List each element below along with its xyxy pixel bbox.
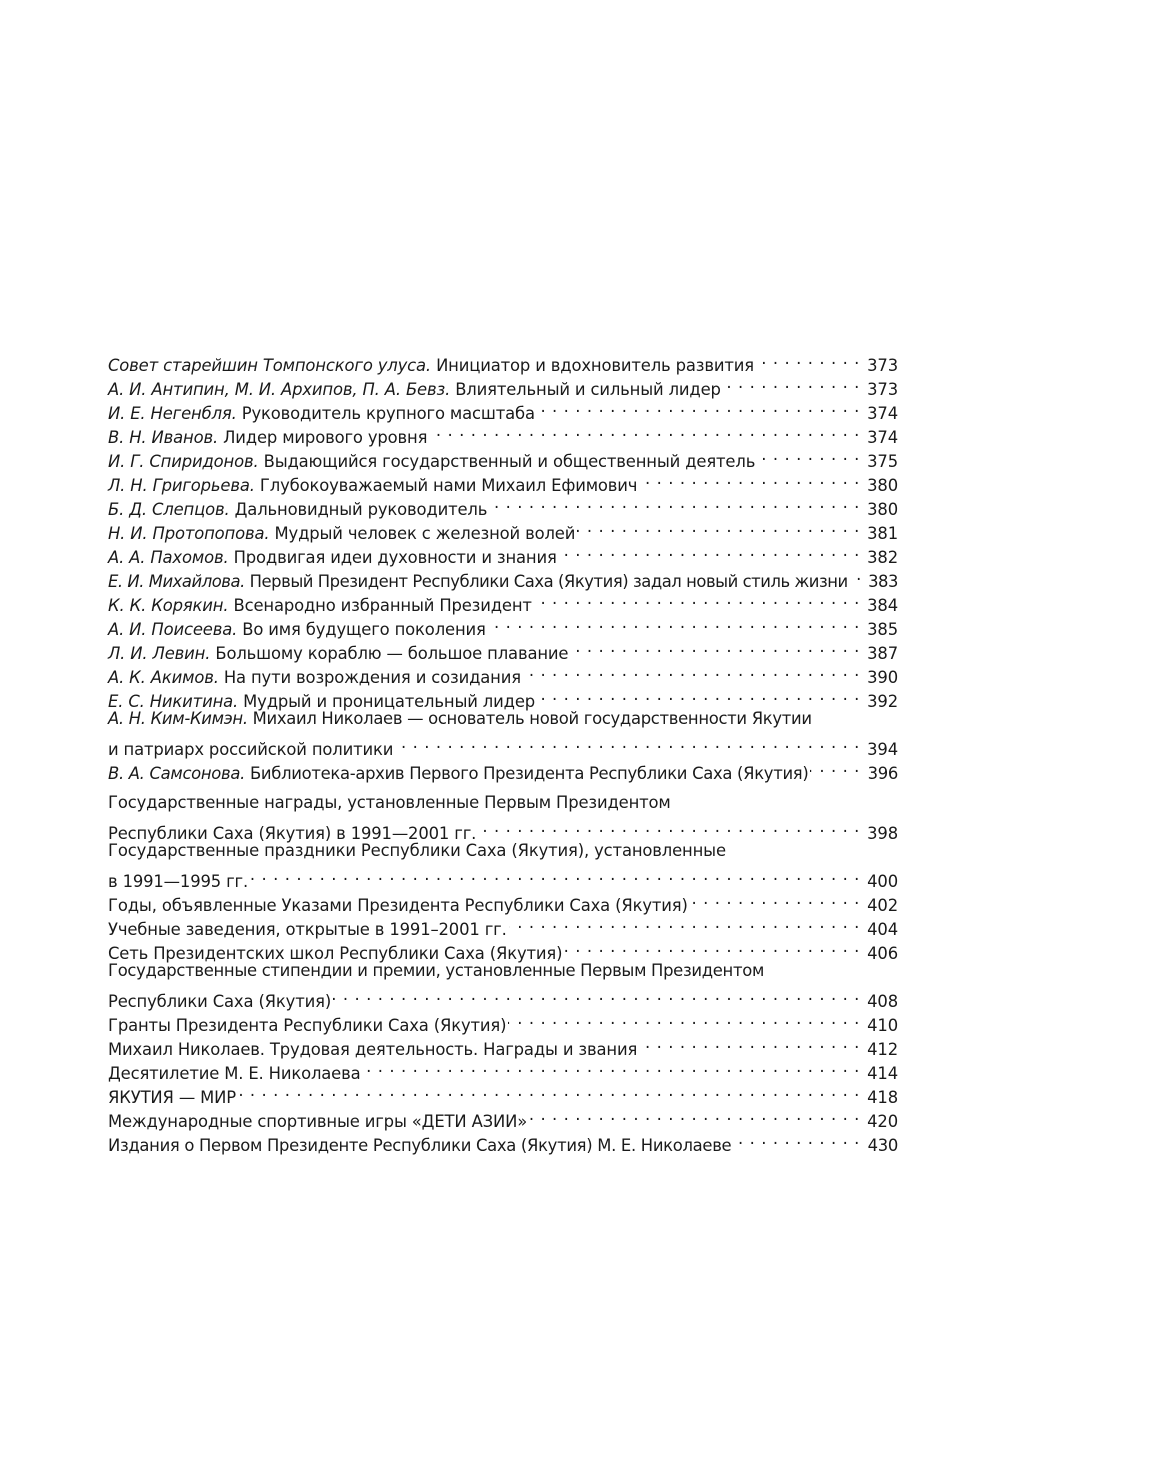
leader-dots	[577, 515, 860, 539]
toc-entry-first-line[interactable]	[108, 707, 898, 731]
leader-dots	[570, 635, 860, 659]
leader-dots	[429, 419, 860, 443]
entry-title: Мудрый человек с железной волей	[274, 524, 576, 543]
leader-dots	[733, 1127, 860, 1151]
entry-title: Дальновидный руководитель	[234, 500, 488, 519]
entry-author: Л. Н. Григорьева.	[108, 476, 255, 495]
entry-author: В. Н. Иванов.	[108, 428, 219, 447]
toc-entry-first-line[interactable]	[108, 791, 898, 815]
entry-title: Большому кораблю — большое плавание	[215, 644, 569, 663]
entry-title: Выдающийся государственный и общественный деятель	[263, 452, 756, 471]
entry-page: 374	[867, 428, 898, 447]
leader-dots	[537, 683, 860, 707]
entry-title: Мудрый и проницательный лидер	[243, 692, 536, 711]
leader-dots	[478, 815, 860, 839]
entry-title: Глубокоуважаемый нами Михаил Ефимович	[259, 476, 638, 495]
entry-page: 402	[867, 896, 898, 915]
entry-author: Совет старейшин Томпонского улуса.	[108, 356, 431, 375]
entry-author: В. А. Самсонова.	[108, 764, 246, 783]
entry-page: 380	[867, 500, 898, 519]
entry-title: Всенародно избранный Президент	[233, 596, 532, 615]
entry-title: Инициатор и вдохновитель развития	[436, 356, 754, 375]
entry-title-continued: в 1991—1995 гг.	[108, 872, 249, 891]
toc-entry[interactable]	[108, 815, 898, 843]
entry-author: А. К. Акимов.	[108, 668, 219, 687]
entry-author: И. Е. Негенбля.	[108, 404, 237, 423]
entry-page: 374	[867, 404, 898, 423]
leader-dots	[756, 347, 860, 371]
leader-dots	[564, 935, 860, 959]
entry-page: 406	[867, 944, 898, 963]
entry-author: Е. С. Никитина.	[108, 692, 239, 711]
leader-dots	[509, 911, 860, 935]
entry-title: Международные спортивные игры «ДЕТИ АЗИИ»	[108, 1112, 528, 1131]
entry-page: 390	[867, 668, 898, 687]
entry-title: Михаил Николаев. Трудовая деятельность. Награды и звания	[108, 1040, 638, 1059]
entry-title: Руководитель крупного масштаба	[241, 404, 535, 423]
table-of-contents	[108, 347, 898, 1155]
entry-title: Государственные награды, установленные Первым Президентом	[108, 793, 671, 812]
entry-author: Е. И. Михайлова.	[108, 572, 245, 591]
toc-entry[interactable]	[108, 863, 898, 891]
leader-dots	[488, 611, 860, 635]
entry-page: 380	[867, 476, 898, 495]
entry-title: Государственные стипендии и премии, установленные Первым Президентом	[108, 961, 765, 980]
entry-author: Л. И. Левин.	[108, 644, 211, 663]
leader-dots	[723, 371, 860, 395]
entry-page: 398	[867, 824, 898, 843]
entry-author: И. Г. Спиридонов.	[108, 452, 259, 471]
toc-entry[interactable]	[108, 983, 898, 1011]
entry-title: Лидер мирового уровня	[223, 428, 428, 447]
entry-title: Библиотека-архив Первого Президента Республики Саха (Якутия)	[249, 764, 809, 783]
entry-title: Годы, объявленные Указами Президента Республики Саха (Якутия)	[108, 896, 688, 915]
entry-author: Н. И. Протопопова.	[108, 524, 270, 543]
leader-dots	[850, 563, 862, 587]
leader-dots	[810, 755, 860, 779]
entry-page: 394	[867, 740, 898, 759]
entry-author: А. И. Поисеева.	[108, 620, 238, 639]
entry-page: 414	[867, 1064, 898, 1083]
entry-title: Десятилетие М. Е. Николаева	[108, 1064, 361, 1083]
leader-dots	[690, 887, 860, 911]
entry-page: 387	[867, 644, 898, 663]
entry-author: Б. Д. Слепцов.	[108, 500, 230, 519]
entry-page: 382	[867, 548, 898, 567]
leader-dots	[489, 491, 860, 515]
entry-title-continued: Республики Саха (Якутия)	[108, 992, 332, 1011]
entry-title: Гранты Президента Республики Саха (Якутия)	[108, 1016, 507, 1035]
entry-page: 392	[867, 692, 898, 711]
leader-dots	[508, 1007, 860, 1031]
entry-author: К. К. Корякин.	[108, 596, 229, 615]
entry-title: Сеть Президентских школ Республики Саха (Якутия)	[108, 944, 563, 963]
entry-page: 373	[867, 356, 898, 375]
leader-dots	[529, 1103, 860, 1127]
entry-title: Первый Президент Республики Саха (Якутия) задал новый стиль жизни	[249, 572, 848, 591]
entry-title: На пути возрождения и созидания	[223, 668, 521, 687]
leader-dots	[534, 587, 860, 611]
entry-page: 373	[867, 380, 898, 399]
entry-author: А. И. Антипин, М. И. Архипов, П. А. Бевз.	[108, 380, 451, 399]
entry-page: 375	[867, 452, 898, 471]
entry-title-continued: Республики Саха (Якутия) в 1991—2001 гг.	[108, 824, 477, 843]
leader-dots	[250, 863, 860, 887]
entry-page: 420	[867, 1112, 898, 1131]
entry-title: Издания о Первом Президенте Республики Саха (Якутия) М. Е. Николаеве	[108, 1136, 732, 1155]
entry-author: А. А. Пахомов.	[108, 548, 229, 567]
entry-page: 430	[867, 1136, 898, 1155]
entry-title: Михаил Николаев — основатель новой государственности Якутии	[252, 709, 812, 728]
entry-page: 384	[867, 596, 898, 615]
entry-title: Влиятельный и сильный лидер	[455, 380, 721, 399]
leader-dots	[395, 731, 860, 755]
leader-dots	[639, 1031, 860, 1055]
entry-page: 400	[867, 872, 898, 891]
leader-dots	[559, 539, 860, 563]
leader-dots	[363, 1055, 860, 1079]
toc-entry-first-line[interactable]	[108, 959, 898, 983]
entry-title: Учебные заведения, открытые в 1991–2001 гг.	[108, 920, 507, 939]
entry-author: А. Н. Ким-Кимэн.	[108, 709, 248, 728]
toc-entry[interactable]	[108, 731, 898, 759]
leader-dots	[757, 443, 860, 467]
leader-dots	[639, 467, 860, 491]
entry-page: 410	[867, 1016, 898, 1035]
leader-dots	[523, 659, 860, 683]
entry-page: 412	[867, 1040, 898, 1059]
toc-entry[interactable]	[108, 347, 898, 375]
entry-page: 418	[867, 1088, 898, 1107]
entry-page: 385	[867, 620, 898, 639]
entry-page: 404	[867, 920, 898, 939]
entry-page: 381	[867, 524, 898, 543]
toc-entry-first-line[interactable]	[108, 839, 898, 863]
entry-title: Продвигая идеи духовности и знания	[233, 548, 557, 567]
entry-page: 396	[867, 764, 898, 783]
entry-title: ЯКУТИЯ — МИР	[108, 1088, 236, 1107]
entry-page: 383	[868, 572, 898, 591]
leader-dots	[238, 1079, 860, 1103]
entry-title: Во имя будущего поколения	[242, 620, 486, 639]
leader-dots	[333, 983, 860, 1007]
entry-title: Государственные праздники Республики Саха (Якутия), установленные	[108, 841, 726, 860]
entry-title-continued: и патриарх российской политики	[108, 740, 394, 759]
leader-dots	[537, 395, 860, 419]
entry-page: 408	[867, 992, 898, 1011]
